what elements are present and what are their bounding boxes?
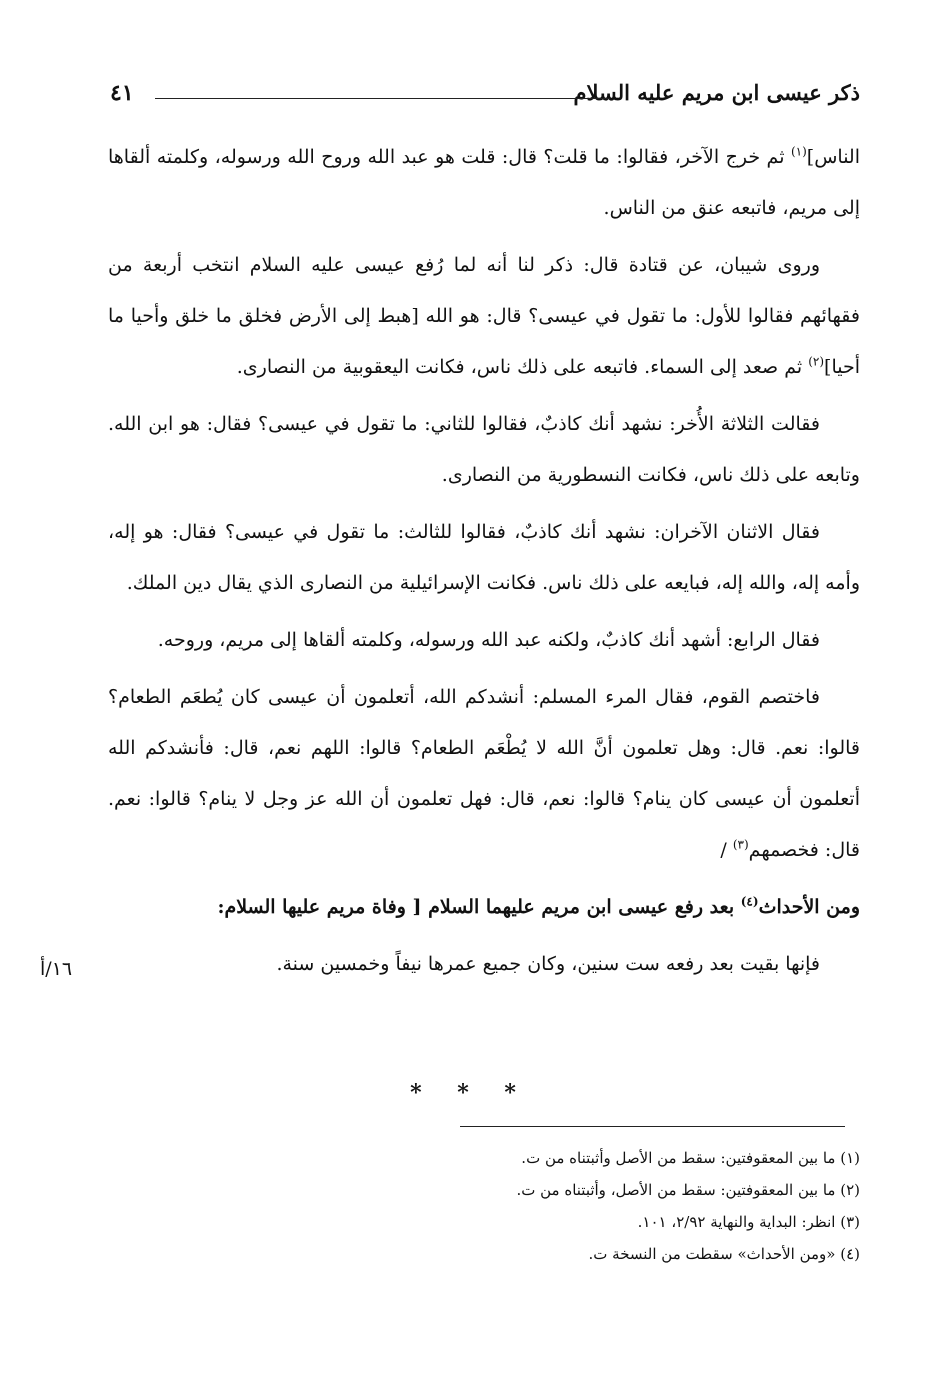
footnotes (160, 1142, 860, 1270)
paragraph-text: فقال الاثنان الآخران: نشهد أنك كاذبٌ، فقالوا للثالث: ما تقول في عيسى؟ فقال: هو إله، وأمه إله، والله إله، فبايعه على ذلك ناس. فكانت الإسرائيلية من النصارى الذي يقال دين الملك. (108, 521, 860, 594)
page-number: ٤١ (110, 80, 134, 106)
manuscript-folio-marker: ١٦/أ (40, 958, 73, 980)
footnote-ref: (٤) (740, 894, 759, 909)
footnote-ref: (٢) (808, 354, 825, 369)
footnote-rule (460, 1126, 845, 1127)
page-header (110, 80, 860, 114)
paragraph (108, 615, 860, 666)
paragraph-text: ثم صعد إلى السماء. فاتبعه على ذلك ناس، فكانت اليعقوبية من النصارى. (236, 356, 809, 378)
paragraph (108, 939, 860, 990)
paragraph (108, 672, 860, 876)
footnote: (٤) «ومن الأحداث» سقطت من النسخة ت. (588, 1245, 860, 1263)
body-text (108, 132, 860, 996)
paragraph-text: الناس] (806, 146, 860, 168)
running-title: ذكر عيسى ابن مريم عليه السلام (573, 80, 860, 105)
paragraph (108, 240, 860, 393)
paragraph-text: ثم خرج الآخر، فقالوا: ما قلت؟ قال: قلت هو عبد الله وروح الله ورسوله، وكلمته ألقاها إلى مريم، فاتبعه عنق من الناس. (108, 146, 860, 219)
paragraph (108, 507, 860, 609)
paragraph-text: فقال الرابع: أشهد أنك كاذبٌ، ولكنه عبد الله ورسوله، وكلمته ألقاها إلى مريم، وروحه. (157, 629, 820, 651)
header-rule (155, 98, 610, 99)
paragraph-text: وروى شيبان، عن قتادة قال: ذكر لنا أنه لما رُفع عيسى عليه السلام انتخب أربعة من فقهائهم فقالوا للأول: ما تقول في عيسى؟ قال: هو الله [هبط إلى الأرض فخلق ما خلق وأحيا ما أحيا] (108, 254, 860, 378)
footnote: (٢) ما بين المعقوفتين: سقط من الأصل، وأثبتناه من ت. (516, 1181, 860, 1199)
paragraph (108, 399, 860, 501)
paragraph (108, 132, 860, 234)
paragraph-text: فإنها بقيت بعد رفعه ست سنين، وكان جميع عمرها نيفاً وخمسين سنة. (276, 953, 820, 975)
paragraph-text: / (720, 839, 733, 861)
footnote-ref: (١) (790, 144, 807, 159)
paragraph-text: فقالت الثلاثة الأُخر: نشهد أنك كاذبٌ، فقالوا للثاني: ما تقول في عيسى؟ فقال: هو ابن الله. وتابعه على ذلك ناس، فكانت النسطورية من النصارى. (108, 413, 860, 486)
footnote: (١) ما بين المعقوفتين: سقط من الأصل وأثبتناه من ت. (521, 1149, 860, 1167)
paragraph-text: فاختصم القوم، فقال المرء المسلم: أنشدكم الله، أتعلمون أن عيسى كان يُطعَم الطعام؟ قالوا: نعم. قال: وهل تعلمون أنَّ الله لا يُطْعَم الطعام؟ قالوا: اللهم نعم، قال: فأنشدكم الله أتعلمون أن عيسى كان ينام؟ قالوا: نعم، قال: فهل تعلمون أن الله عز وجل لا ينام؟ قالوا: نعم. قال: فخصمهم (108, 686, 860, 861)
footnote: (٣) انظر: البداية والنهاية ٢/٩٢، ١٠١. (637, 1213, 860, 1231)
heading-text: بعد رفع عيسى ابن مريم عليهما السلام [ وفاة مريم عليها السلام: (217, 896, 741, 918)
section-heading (108, 882, 860, 933)
footnote-ref: (٣) (732, 837, 749, 852)
heading-text: ومن الأحداث (758, 896, 860, 918)
section-separator: * * * (410, 1080, 530, 1106)
